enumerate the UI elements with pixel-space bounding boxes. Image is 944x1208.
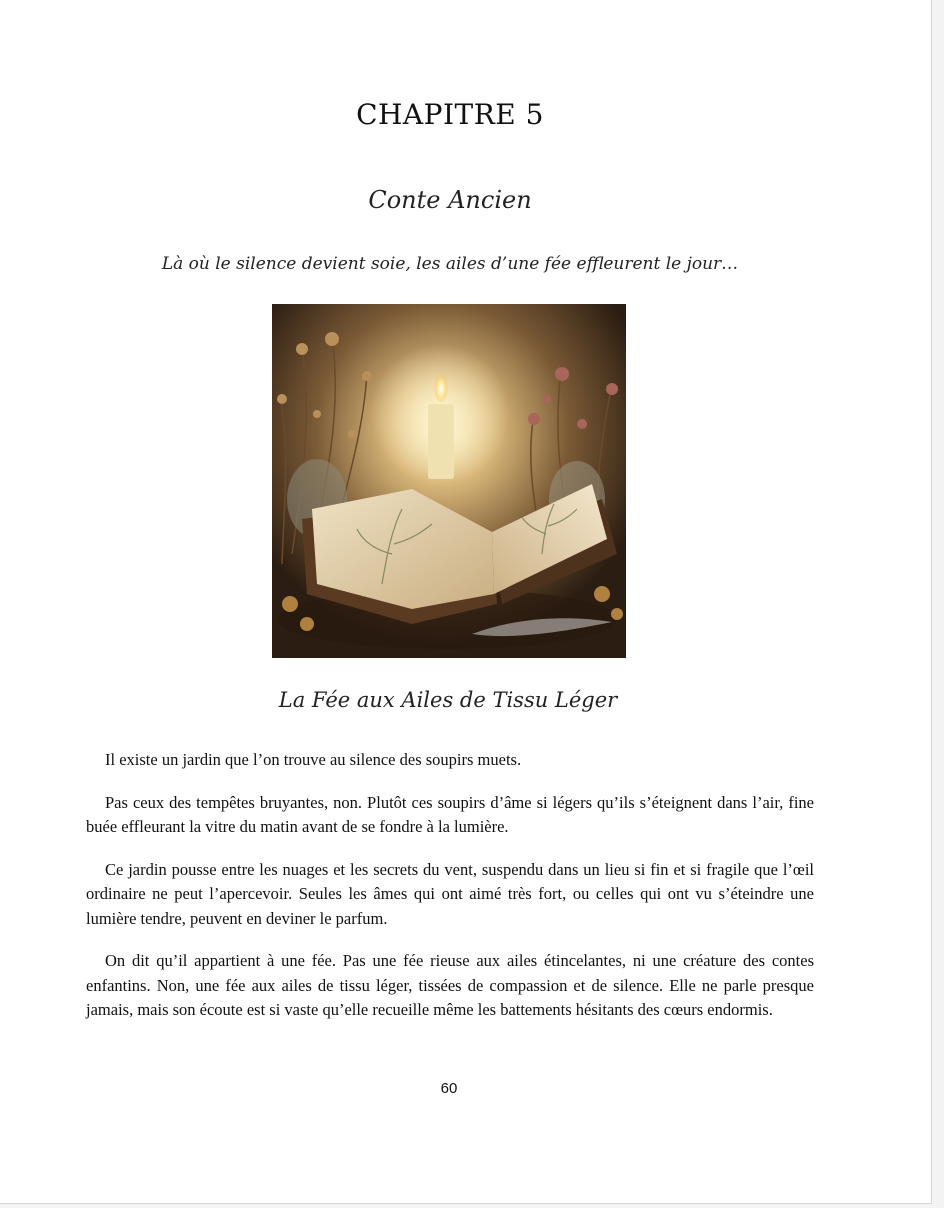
story-paragraph: Ce jardin pousse entre les nuages et les secrets du vent, suspendu dans un lieu si fin et si fragile que l’œil ordinaire ne peut l’apercevoir. Seules les âmes qui ont aimé très fort, ou celles qui ont vu s’éteindre une lumière tendre, peuvent en deviner le parfum. (86, 859, 814, 928)
open-book-candle-dried-flowers-image (272, 304, 626, 658)
story-title: La Fée aux Ailes de Tissu Léger (278, 688, 618, 712)
chapter-subtitle: Conte Ancien (368, 186, 532, 214)
story-paragraph: On dit qu’il appartient à une fée. Pas une fée rieuse aux ailes étincelantes, ni une créature des contes enfantins. Non, une fée aux ailes de tissu léger, tissées de compassion et de silence. Elle ne parle presque jamais, mais son écoute est si vaste qu’elle recueille même les battements hésitants des cœurs endormis. (86, 951, 814, 1019)
story-paragraph: Il existe un jardin que l’on trouve au silence des soupirs muets. (105, 750, 522, 769)
story-paragraph: Pas ceux des tempêtes bruyantes, non. Plutôt ces soupirs d’âme si légers qu’ils s’éteignent dans l’air, fine buée effleurant la vitre du matin avant de se fondre à la lumière. (86, 792, 814, 836)
chapter-illustration (272, 304, 626, 658)
story-body (86, 748, 814, 1041)
page-number: 60 (440, 1080, 458, 1097)
chapter-title: CHAPITRE 5 (356, 98, 544, 131)
chapter-epigraph: Là où le silence devient soie, les ailes d’une fée effleurent le jour… (161, 254, 739, 274)
